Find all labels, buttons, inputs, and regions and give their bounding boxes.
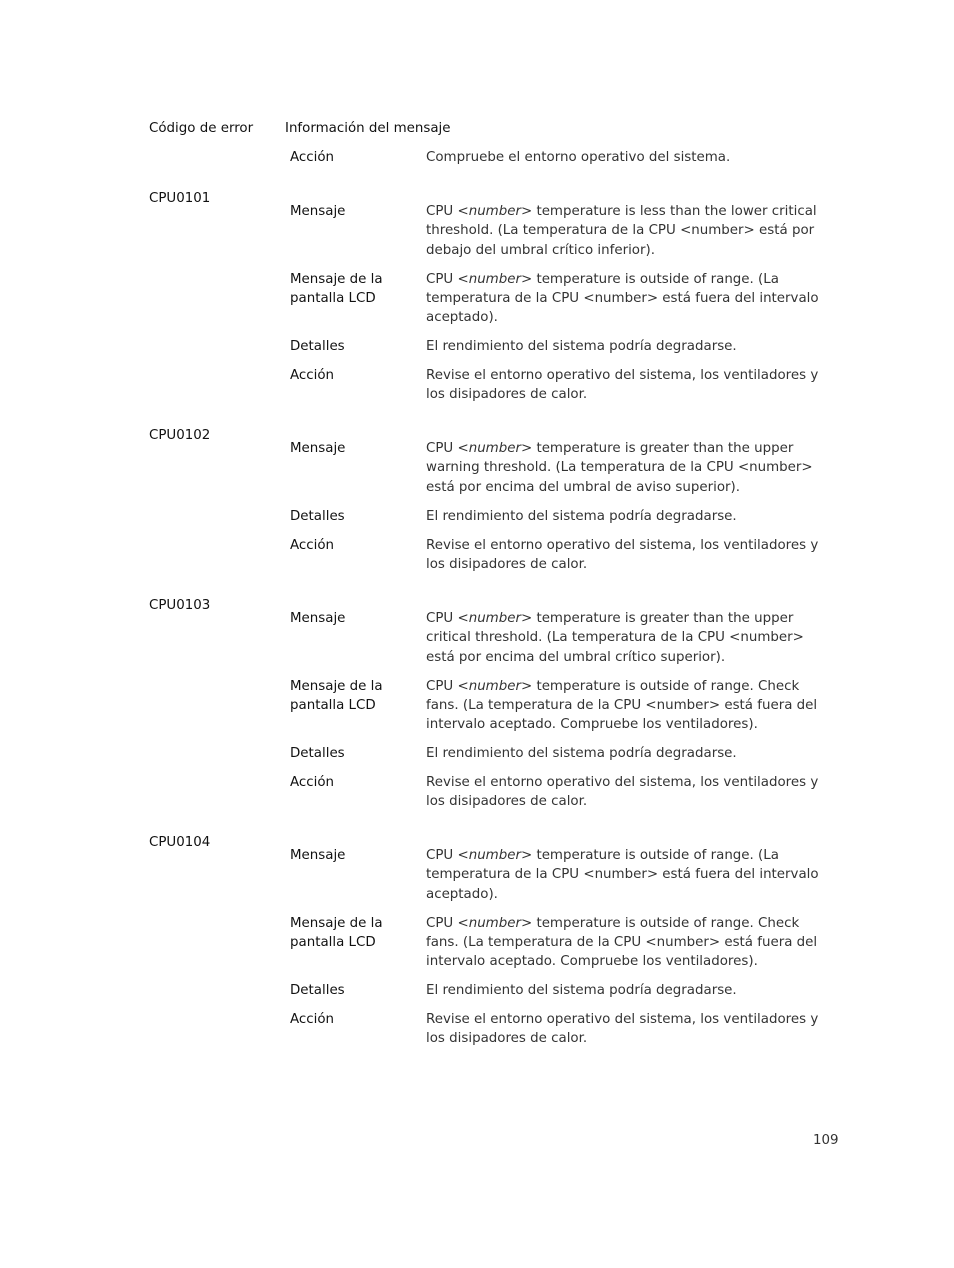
error-code: CPU0102 (149, 428, 211, 443)
row-label: Mensaje (290, 611, 346, 626)
entry-rows (290, 202, 850, 414)
column-header-message-info: Información del mensaje (285, 121, 451, 136)
row-label: Detalles (290, 508, 345, 524)
action-row (290, 1010, 850, 1049)
row-label: Acción (290, 368, 335, 384)
row-label: Detalles (290, 983, 345, 999)
row-label: Acción (290, 537, 335, 553)
entry-rows (290, 846, 850, 1058)
row-value: CPU <number> temperature is greater than the upper critical threshold. (La temperatura de la CPU <number> está por encima del umbral crítico superior). (426, 611, 804, 665)
row-value: CPU <number> temperature is less than the lower critical threshold. (La temperatura de la CPU <number> está por debajo del umbral crítico inferior). (426, 204, 817, 258)
row-value: CPU <number> temperature is greater than the upper warning threshold. (La temperatura de la CPU <number> está por encima del umbral de aviso superior). (426, 441, 813, 495)
row-label: Acción (290, 1012, 335, 1028)
row-value: Revise el entorno operativo del sistema, los ventiladores y los disipadores de calor. (426, 1012, 819, 1047)
placeholder-number: <number> (457, 848, 533, 863)
row-label: Acción (290, 775, 335, 791)
row-label: Mensaje de la pantalla LCD (290, 678, 383, 713)
row-value: El rendimiento del sistema podría degradarse. (426, 339, 737, 355)
row-label: Detalles (290, 339, 345, 355)
placeholder-number: <number> (457, 611, 533, 626)
row-value: El rendimiento del sistema podría degradarse. (426, 983, 737, 999)
row-value: Compruebe el entorno operativo del sistema. (426, 150, 731, 165)
details-row (290, 337, 850, 356)
action-row (290, 536, 850, 575)
error-code: CPU0103 (149, 598, 211, 613)
row-label: Mensaje de la pantalla LCD (290, 271, 383, 306)
row-label: Mensaje (290, 441, 346, 456)
details-row (290, 744, 850, 763)
placeholder-number: <number> (457, 441, 533, 456)
row-value: CPU <number> temperature is outside of range. (La temperatura de la CPU <number> está fuera del intervalo aceptado). (426, 271, 819, 326)
row-value: CPU <number> temperature is outside of range. Check fans. (La temperatura de la CPU <number> está fuera del intervalo aceptado. Compruebe los ventiladores). (426, 678, 818, 733)
row-value: CPU <number> temperature is outside of range. (La temperatura de la CPU <number> está fuera del intervalo aceptado). (426, 848, 819, 902)
row-value: Revise el entorno operativo del sistema, los ventiladores y los disipadores de calor. (426, 537, 819, 572)
details-row (290, 981, 850, 1000)
row-label: Mensaje de la pantalla LCD (290, 915, 383, 950)
action-row (290, 366, 850, 405)
placeholder-number: <number> (457, 678, 533, 694)
page-number: 109 (813, 1133, 839, 1148)
continued-action-row (290, 148, 850, 167)
placeholder-number: <number> (457, 915, 533, 931)
message-row (290, 439, 850, 497)
lcd-message-row (290, 914, 850, 972)
message-row (290, 846, 850, 904)
row-value: CPU <number> temperature is outside of range. Check fans. (La temperatura de la CPU <number> está fuera del intervalo aceptado. Compruebe los ventiladores). (426, 915, 818, 970)
entry-rows (290, 609, 850, 821)
placeholder-number: <number> (457, 204, 533, 219)
row-value: Revise el entorno operativo del sistema, los ventiladores y los disipadores de calor. (426, 775, 819, 810)
row-value: El rendimiento del sistema podría degradarse. (426, 508, 737, 524)
placeholder-number: <number> (457, 271, 533, 287)
row-label: Detalles (290, 746, 345, 762)
row-value: Revise el entorno operativo del sistema, los ventiladores y los disipadores de calor. (426, 368, 819, 403)
error-code: CPU0101 (149, 191, 211, 206)
action-row (290, 773, 850, 812)
lcd-message-row (290, 677, 850, 735)
row-value: El rendimiento del sistema podría degradarse. (426, 746, 737, 762)
row-label: Mensaje (290, 848, 346, 863)
details-row (290, 507, 850, 526)
message-row (290, 609, 850, 667)
message-row (290, 202, 850, 260)
error-code: CPU0104 (149, 835, 211, 850)
column-header-error-code: Código de error (149, 121, 254, 136)
row-label: Acción (290, 150, 335, 165)
lcd-message-row (290, 270, 850, 328)
entry-rows (290, 439, 850, 584)
row-label: Mensaje (290, 204, 346, 219)
